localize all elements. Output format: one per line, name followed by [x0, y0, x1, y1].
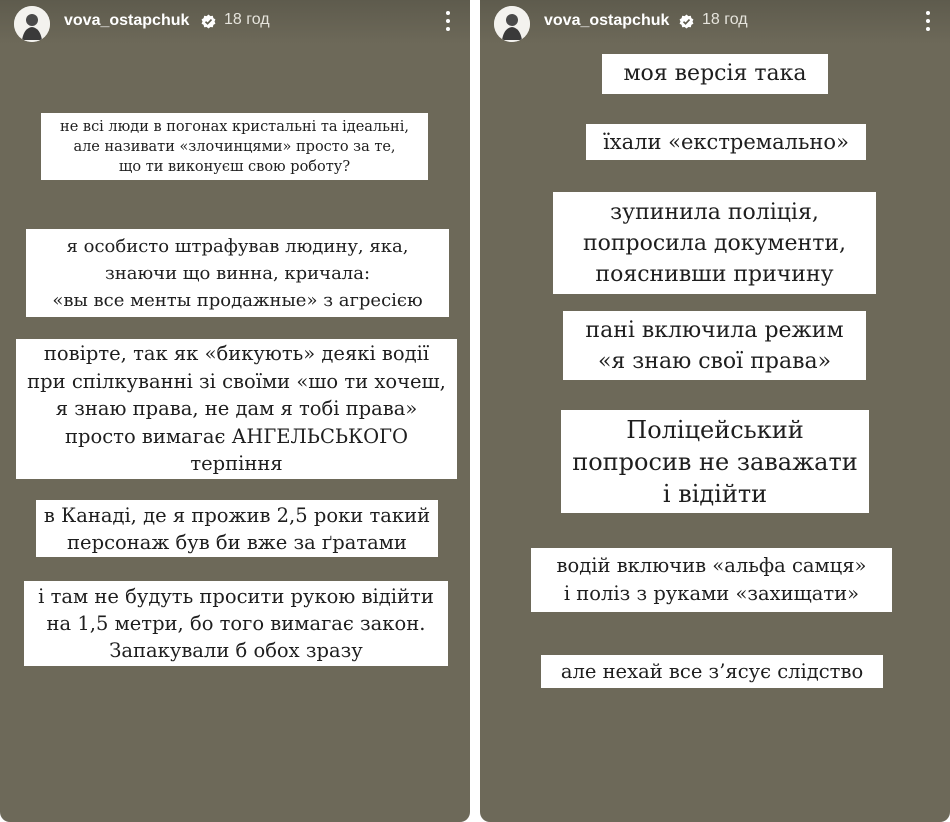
- story-text-box: [561, 410, 869, 513]
- story-text-box: [602, 54, 828, 94]
- text-line: не всі люди в погонах кристальні та ідеальні,: [60, 118, 409, 135]
- text-line: на 1,5 метри, бо того вимагає закон.: [46, 612, 426, 635]
- text-line: повірте, так як «бикують» деякі водії: [43, 342, 430, 366]
- username[interactable]: vova_ostapchuk: [64, 12, 190, 29]
- text-line: я особисто штрафував людину, яка,: [66, 235, 409, 257]
- text-line: терпіння: [190, 452, 283, 476]
- text-line: «я знаю свої права»: [597, 348, 832, 374]
- story-text-box: [24, 581, 448, 666]
- text-line: в Канаді, де я прожив 2,5 роки такий: [43, 503, 431, 527]
- post-time: 18 год: [702, 11, 748, 28]
- story-text-box: [16, 339, 457, 479]
- story-text-box: [41, 113, 428, 180]
- text-line: «вы все менты продажные» з агресією: [52, 289, 423, 311]
- story-panel-left: [0, 0, 470, 822]
- text-line: водій включив «альфа самця»: [556, 554, 867, 577]
- text-line: попросила документи,: [582, 230, 847, 256]
- text-line: зупинила поліція,: [610, 199, 819, 225]
- post-time: 18 год: [224, 11, 270, 28]
- text-line: попросив не заважати: [572, 447, 858, 476]
- text-line: при спілкуванні зі своїми «шо ти хочеш,: [27, 369, 446, 393]
- avatar[interactable]: [14, 6, 50, 42]
- text-line: і там не будуть просити рукою відійти: [38, 585, 434, 608]
- more-options-icon[interactable]: [924, 10, 932, 32]
- username[interactable]: vova_ostapchuk: [544, 12, 670, 29]
- text-line: і поліз з руками «захищати»: [563, 582, 860, 605]
- text-line: Запакували б обох зразу: [109, 639, 363, 662]
- avatar[interactable]: [494, 6, 530, 42]
- text-line: що ти виконуєш свою роботу?: [118, 158, 351, 175]
- text-line: Поліцейський: [626, 415, 804, 444]
- text-line: персонаж був би вже за ґратами: [67, 530, 407, 554]
- story-text-box: [586, 124, 866, 160]
- story-text-box: [36, 500, 438, 557]
- text-line: знаючи що винна, кричала:: [104, 262, 371, 284]
- story-header: [480, 0, 950, 44]
- text-line: пані включила режим: [585, 317, 844, 343]
- story-panel-right: [480, 0, 950, 822]
- verified-badge-icon: [201, 14, 216, 29]
- text-line: але нехай все з’ясує слідство: [560, 660, 864, 683]
- text-line: але називати «злочинцями» просто за те,: [73, 138, 396, 155]
- text-line: їхали «екстремально»: [603, 130, 849, 154]
- text-line: і відійти: [662, 479, 768, 508]
- text-line: я знаю права, не дам я тобі права»: [55, 397, 418, 421]
- story-text-box: [26, 229, 449, 317]
- verified-badge-icon: [679, 14, 694, 29]
- story-header: [0, 0, 470, 44]
- story-text-box: [541, 655, 883, 688]
- story-text-box: [553, 192, 876, 294]
- more-options-icon[interactable]: [444, 10, 452, 32]
- story-text-box: [531, 548, 892, 612]
- text-line: моя версія така: [623, 61, 807, 86]
- text-line: просто вимагає АНГЕЛЬСЬКОГО: [65, 424, 408, 448]
- story-text-box: [563, 311, 866, 380]
- text-line: пояснивши причину: [595, 261, 834, 287]
